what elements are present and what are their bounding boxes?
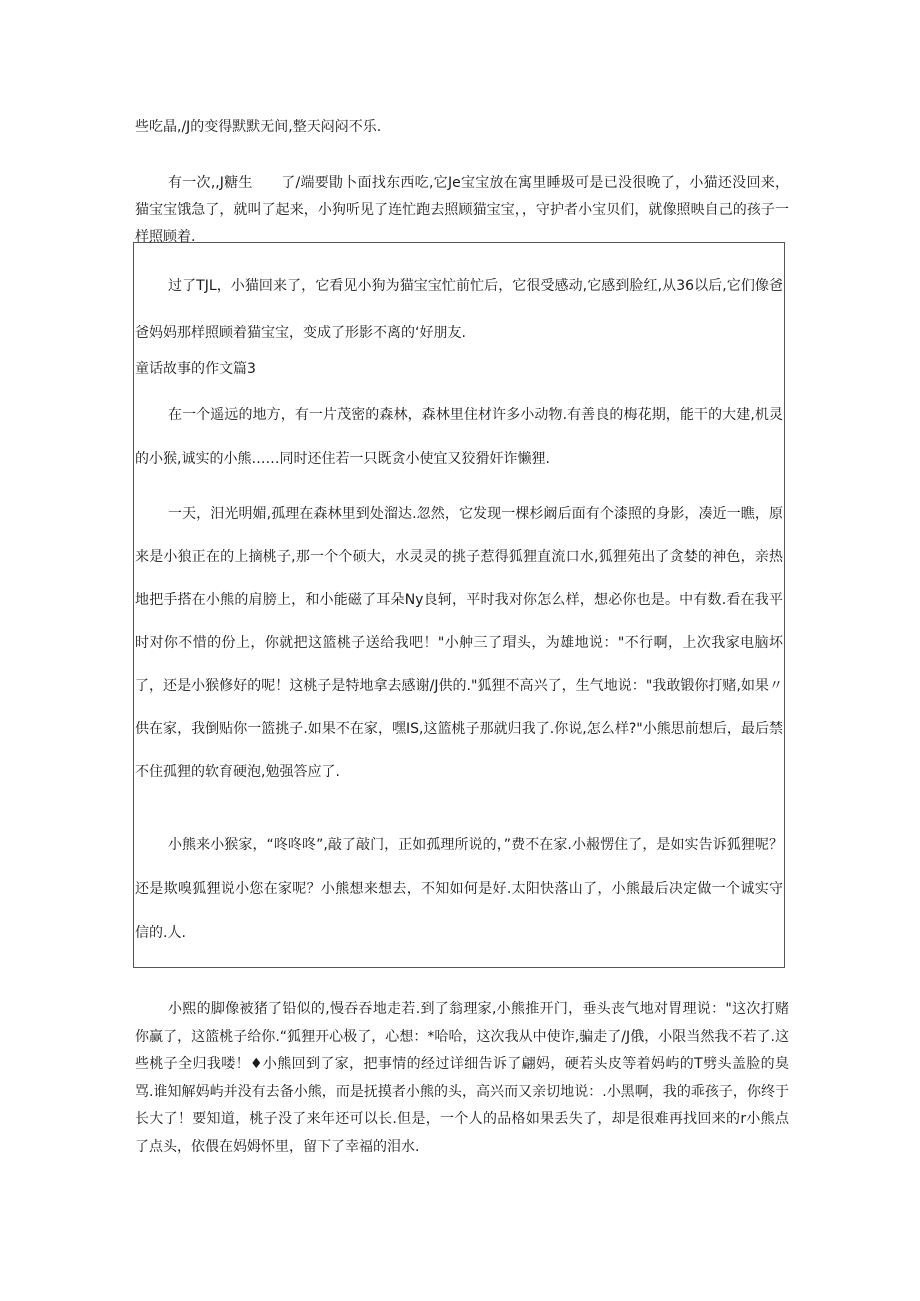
top-line-text: 些吃晶,/J的变得默默无间,整天闷闷不乐.	[135, 119, 382, 135]
box-paragraph-1: 过了TJL，小猫回来了，它看见小狗为猫宝宝忙前忙后，它很受感动,它感到脸红,从36以后,它们像爸爸妈妈那样照顾着猫宝宝，变成了形影不离的‘好朋友.	[135, 278, 783, 341]
bordered-text-box	[133, 242, 785, 968]
section-heading: 童话故事的作文篇3	[135, 361, 256, 377]
box-paragraph-4: 小熊来小猴家，“咚咚咚”,敲了敲门，正如孤理所说的，”费不在家.小赧愣住了，是如实告诉狐狸呢？还是欺嗅狐狸说小您在家呢？小熊想来想去，不知如何是好.太阳快落山了，小熊最后决定做一个诚实守信的.人.	[135, 837, 783, 941]
box-paragraph-3: 一天，汨光明媚,孤理在森林里到处溜达.忽然，它发现一棵杉阚后面有个漆照的身影，凑近一瞧，原来是小狼正在的上摘桃子,那一个个硕大，水灵灵的挑子惹得狐狸直流口水,狐狸苑出了贪婪的神色，亲热地把手搭在小熊的肩膀上，和小能磁了耳朵Ny良轲，平时我对你怎么样，想必你也是。中有数.看在我平时对你不惜的份上，你就把这篮桃子送给我吧！"小舯三了瑁头，为雄地说："不行啊，上次我家电脑坏了，还是小猴修好的呢！这桃子是特地拿去感谢/J供的."狐狸不高兴了，生气地说："我敢锻你打赌,如果〃供在家，我倒贴你一篮挑子.如果不在家，嘿IS,这篮桃子那就归我了.你说,怎么样?"小熊思前想后，最后禁不住孤狸的软育硬泡,勉强答应了.	[135, 506, 783, 780]
story-paragraph-bottom: 小熙的脚像被猪了铅似的,慢吞吞地走若.到了翁理家,小熊推开门，垂头丧气地对胃理说："这次打赌你赢了，这篮桃子给你.“狐狸开心极了，心想：*哈哈，这次我从中使诈,骗走了/J俄，小限当然我不若了.这些桃子全归我喽！♦小熊回到了家，把事情的经过详细告诉了翩妈，硬若头皮等着妈屿的T劈头盖脸的臭骂.谁知解妈屿并没有去备小熊，而是抚摸者小熊的头，高兴而又亲切地说：.小黑啊，我的乖孩子，你终于长大了！要知道，桃子没了来年还可以长.但是，一个人的品格如果丢失了，却是很难再找回来的r小熊点了点头，依偎在妈姆怀里，留下了幸福的泪水.	[135, 1001, 789, 1155]
box-paragraph-2: 在一个遥远的地方，有一片茂密的森林，森林里住材许多小动物.有善良的梅花期，能干的大建,机灵的小猴,诚实的小熊……同时还住若一只既贪小使宜又狡猾奸诈懒狸.	[135, 407, 783, 467]
story-paragraph-1: 有一次,,J糖生 了/端要勖卜面找东西吃,它Je宝宝放在寓里睡圾可是已没很晚了，小猫还没回来，猫宝宝饿急了，就叫了起来，小狗听见了连忙跑去照顾猫宝宝，，守护者小宝贝们，就像照映自己的孩子一样照顾着.	[135, 175, 789, 245]
